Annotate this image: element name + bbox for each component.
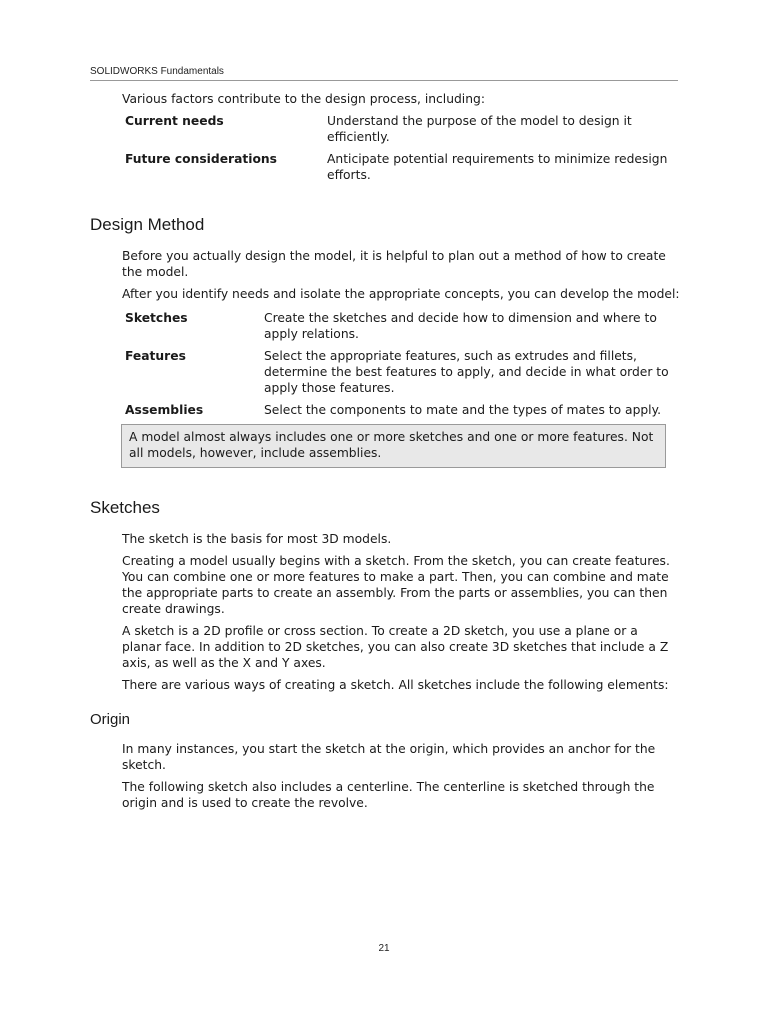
- page-content: [90, 91, 680, 817]
- model-steps-table: [125, 310, 680, 424]
- definition-desc: Create the sketches and decide how to dimension and where to apply relations.: [264, 311, 657, 341]
- intro-text: Various factors contribute to the design process, including:: [122, 92, 485, 106]
- design-factors-table: [125, 113, 680, 189]
- section-heading-sketches: Sketches: [90, 498, 160, 517]
- definition-row: [125, 348, 680, 402]
- definition-desc: Anticipate potential requirements to minimize redesign efforts.: [327, 152, 668, 182]
- subsection-heading-origin: Origin: [90, 711, 131, 728]
- definition-term: Sketches: [125, 311, 188, 325]
- page-number: 21: [378, 943, 390, 954]
- paragraph: Before you actually design the model, it is helpful to plan out a method of how to create the model.: [122, 249, 666, 279]
- definition-desc: Select the appropriate features, such as extrudes and fillets, determine the best features to apply, and decide in what order to apply those features.: [264, 349, 669, 395]
- definition-row: [125, 113, 680, 151]
- section-heading-design-method: Design Method: [90, 215, 205, 234]
- definition-row: [125, 402, 680, 424]
- note-box: A model almost always includes one or more sketches and one or more features. Not all models, however, include assemblies.: [121, 424, 666, 468]
- paragraph: There are various ways of creating a sketch. All sketches include the following elements:: [122, 678, 669, 692]
- paragraph: In many instances, you start the sketch at the origin, which provides an anchor for the sketch.: [122, 742, 656, 772]
- definition-term: Future considerations: [125, 152, 278, 166]
- paragraph: Creating a model usually begins with a sketch. From the sketch, you can create features. You can combine one or more features to make a part. Then, you can combine and mate the appropriate parts to create an assembly. From the parts or assemblies, you can then create drawings.: [122, 554, 670, 616]
- definition-term: Assemblies: [125, 403, 204, 417]
- definition-row: [125, 151, 680, 189]
- definition-desc: Select the components to mate and the types of mates to apply.: [264, 403, 662, 417]
- definition-desc: Understand the purpose of the model to design it efficiently.: [327, 114, 632, 144]
- paragraph: The following sketch also includes a centerline. The centerline is sketched through the origin and is used to create the revolve.: [122, 780, 655, 810]
- paragraph: After you identify needs and isolate the appropriate concepts, you can develop the model:: [122, 287, 680, 301]
- definition-term: Features: [125, 349, 186, 363]
- paragraph: A sketch is a 2D profile or cross section. To create a 2D sketch, you use a plane or a planar face. In addition to 2D sketches, you can also create 3D sketches that include a Z axis, as well as the X and Y axes.: [122, 624, 669, 670]
- definition-row: [125, 310, 680, 348]
- definition-term: Current needs: [125, 114, 224, 128]
- running-header: SOLIDWORKS Fundamentals: [90, 66, 678, 81]
- paragraph: The sketch is the basis for most 3D models.: [122, 532, 392, 546]
